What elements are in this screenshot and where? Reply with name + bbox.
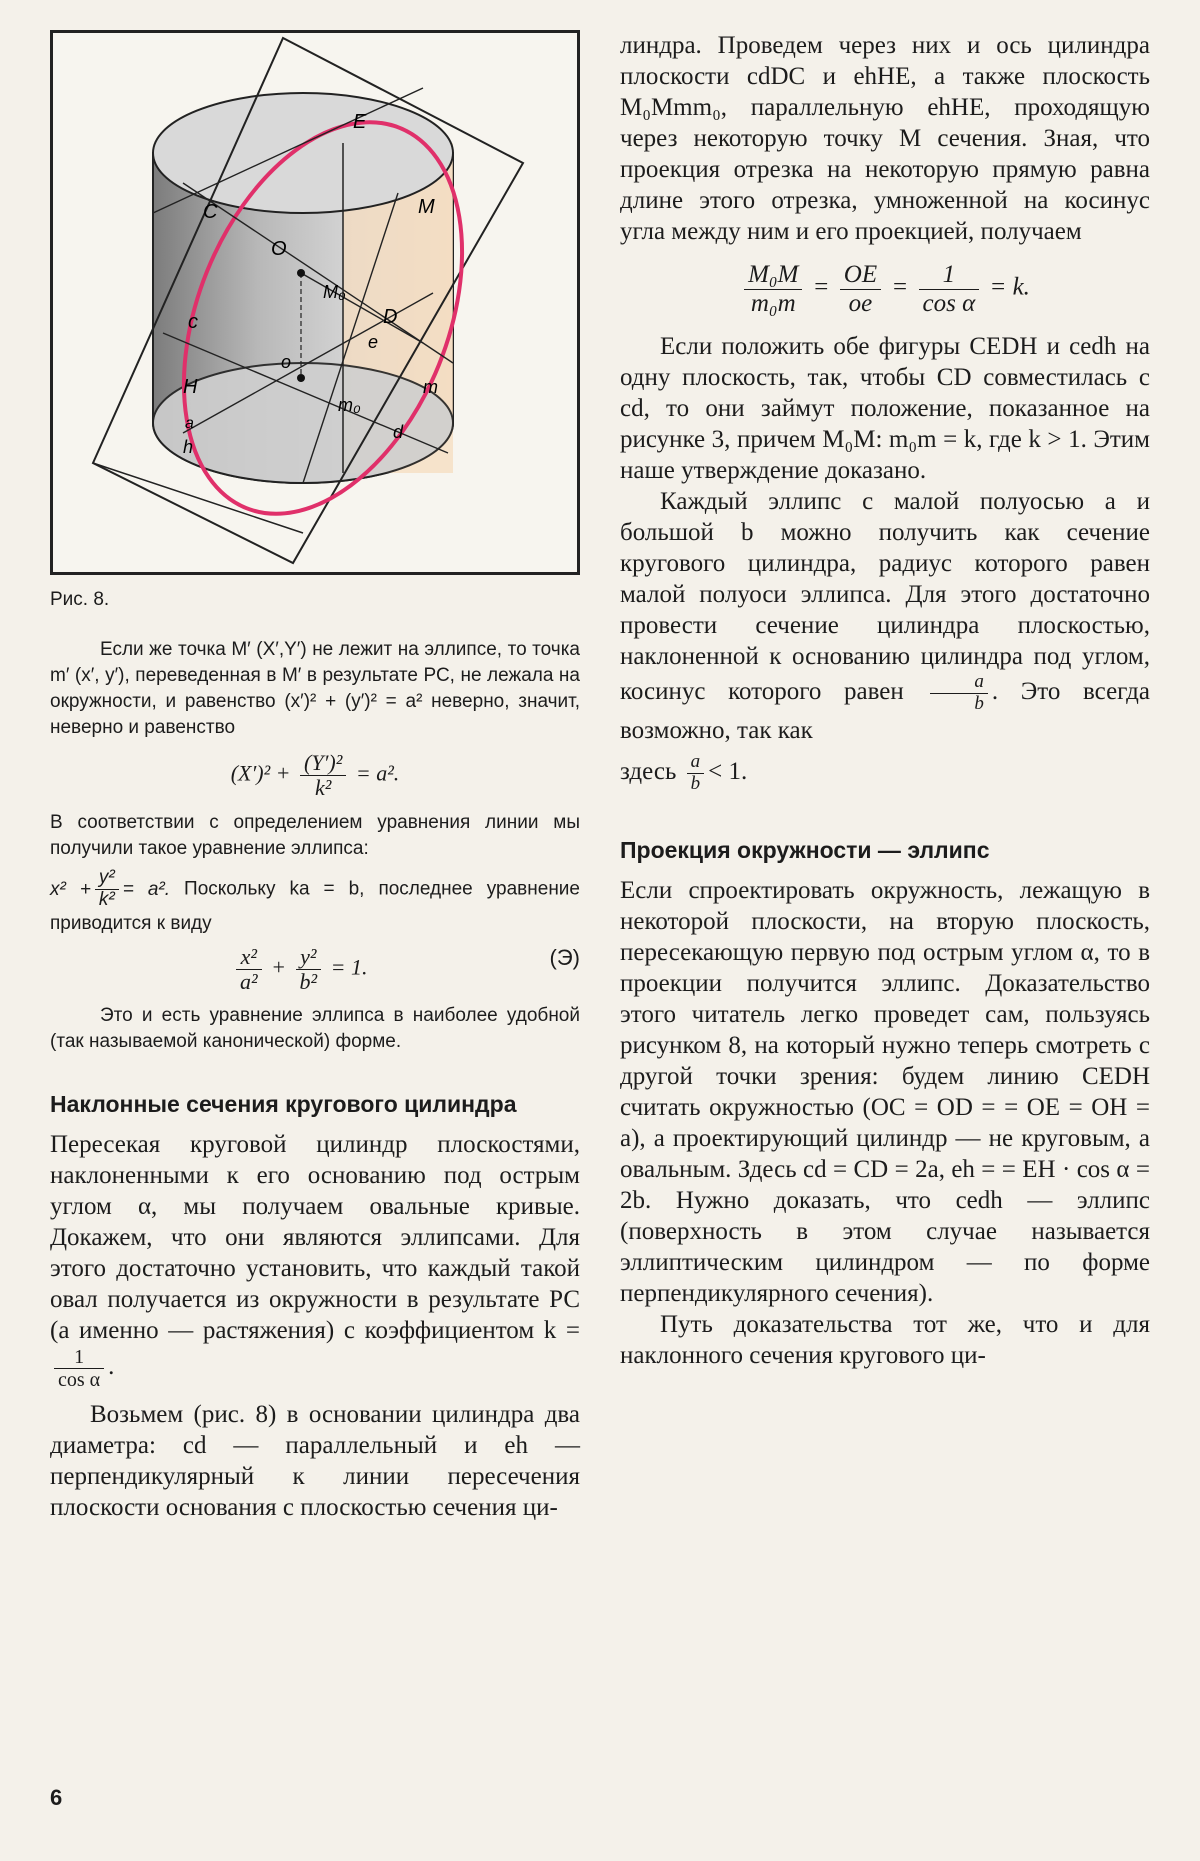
right-column xyxy=(620,30,1150,1371)
eq1-den: k² xyxy=(315,775,332,801)
equation-1 xyxy=(50,751,580,800)
eq2-fraction-2 xyxy=(296,945,322,994)
label-c-upper: C xyxy=(203,201,218,223)
eq1-fraction xyxy=(300,751,346,800)
p2-text-b: Поскольку ka = b, последнее уравнение приводится к виду xyxy=(50,878,580,935)
label-d-upper: D xyxy=(383,306,398,328)
label-e-lower: e xyxy=(368,332,379,352)
label-h-upper: H xyxy=(183,376,198,398)
right-heading: Проекция окружности — эллипс xyxy=(620,836,990,863)
eq2-label: (Э) xyxy=(549,945,580,971)
p4-text-a: Пересекая круговой цилиндр плоскостями, наклоненными к его основанию под острым углом α, мы получаем овальные кривые. Докажем, что они являются эллипсами. Для этого достаточно установить, что каждый такой овал получается из окружности в результате РС (а именно — растяжения) с коэффициентом k = xyxy=(50,1130,580,1344)
p4-num: 1 xyxy=(54,1346,104,1369)
eq2-num1: x² xyxy=(236,945,262,970)
p2-eq-a: x² + xyxy=(50,878,91,900)
label-e-upper: E xyxy=(353,111,367,133)
ratio-fraction-1 xyxy=(744,261,802,317)
p3-den2: b xyxy=(690,772,701,794)
eq2-num2: y² xyxy=(296,945,322,970)
ratio-num2: OE xyxy=(840,261,881,290)
p3-text-c: здесь xyxy=(620,757,677,785)
eq1-num: (Y′)² xyxy=(300,751,346,776)
ratio-den2: oe xyxy=(848,289,873,317)
eq1-left: (X′)² + xyxy=(230,760,291,786)
ratio-den3: cos α xyxy=(922,289,976,317)
left-paragraph-2b xyxy=(50,868,580,937)
p4-text-b: . xyxy=(108,1352,115,1380)
label-alpha: a xyxy=(185,415,194,432)
ratio-den1: m₀m xyxy=(750,289,796,317)
right-paragraph-4: Если спроектировать окружность, лежащую в некоторой плоскости, на вторую плоскость, пересекающую первую под острым углом α, то в проекции получится эллипс. Доказательство этого читатель легко проведет сам, пользуясь рисунком 8, на который нужно теперь смотреть с другой точки зрения: будем линию CEDH считать окружностью (OC = OD = = OE = OH = a), а проектирующий цилиндр — не круговым, а овальным. Здесь cd = CD = 2a, eh = = EH · cos α = 2b. Нужно доказать, что cedh — эллипс (поверхность в этом случае называется эллиптическим цилиндром — по форме перпендикулярного сечения). xyxy=(620,876,1150,1307)
left-big-text xyxy=(50,1129,580,1523)
left-small-text xyxy=(50,637,580,1055)
right-paragraph-5: Путь доказательства тот же, что и для наклонного сечения кругового ци- xyxy=(620,1310,1150,1369)
p3-fraction xyxy=(930,672,988,715)
equation-ratio: $\frac{\text{M₀M}}{\text{m₀m}}$ = $\frac{OE}{oe}$ = $\frac{1}{\text{cos α}}$ = k. xyxy=(620,261,1150,317)
page-number: 6 xyxy=(50,1785,63,1810)
left-heading: Наклонные сечения кругового цилиндра xyxy=(50,1090,517,1117)
right-paragraph-1: линдра. Проведем через них и ось цилиндра плоскости cdDC и ehHE, а также плоскость M₀Mmm₀, параллельную ehHE, проходящую через некоторую точку M сечения. Зная, что проекция отрезка на некоторую прямую равна длине этого отрезка, умноженной на косинус угла между ним и его проекцией, получаем xyxy=(620,32,1150,245)
eq2-right: = 1. xyxy=(330,954,368,980)
left-column xyxy=(50,30,580,1523)
right-paragraph-3 xyxy=(620,486,1150,746)
p3-fraction-2 xyxy=(687,752,705,795)
ratio-fraction-2 xyxy=(840,261,881,317)
eq2-den1: a² xyxy=(240,969,258,995)
p3-num2: a xyxy=(687,752,705,774)
left-paragraph-1: Если же точка M′ (X′,Y′) не лежит на эллипсе, то точка m′ (x′, y′), переведенная в M′ в результате РС, не лежала на окружности, и равенство (x′)² + (y′)² = a² неверно, значит, неверно и равенство xyxy=(50,639,580,738)
p4-den: cos α xyxy=(58,1368,101,1391)
p3-den: b xyxy=(974,692,984,714)
figure-8 xyxy=(50,30,580,575)
p3-num: a xyxy=(930,672,988,694)
ratio-num1: M₀M xyxy=(744,261,802,290)
left-paragraph-3: Это и есть уравнение эллипса в наиболее удобной (так называемой канонической) форме. xyxy=(50,1004,580,1052)
equation-2 xyxy=(50,945,580,994)
right-big-text-1 xyxy=(620,30,1150,795)
left-paragraph-5: Возьмем (рис. 8) в основании цилиндра два диаметра: cd — параллельный и eh — перпендикулярный к линии пересечения плоскости основания с плоскостью сечения ци- xyxy=(50,1400,580,1521)
label-m0-upper: M₀ xyxy=(323,282,346,302)
label-m0-lower: m₀ xyxy=(338,395,361,415)
ratio-end: = k. xyxy=(989,273,1030,301)
p2-eq-den: k² xyxy=(98,889,115,911)
right-paragraph-3c xyxy=(620,752,1150,795)
eq2-den2: b² xyxy=(299,969,318,995)
label-o-lower: o xyxy=(281,352,292,372)
label-h-lower: h xyxy=(183,437,194,457)
left-paragraph-4 xyxy=(50,1129,580,1391)
label-d-lower: d xyxy=(393,422,404,442)
right-big-text-2 xyxy=(620,875,1150,1371)
label-c-lower: c xyxy=(188,311,198,333)
p3-text-b: . Это всегда возможно, так как xyxy=(620,678,1150,744)
right-paragraph-2: Если положить обе фигуры CEDH и cedh на одну плоскость, так, чтобы CD совместилась с cd, то они займут положение, показанное на рисунке 3, причем M₀M: m₀m = k, где k > 1. Этим наше утверждение доказано. xyxy=(620,333,1150,484)
p2-eq-num: y² xyxy=(95,868,119,890)
p3-text-d: < 1. xyxy=(708,757,748,785)
ratio-fraction-3 xyxy=(919,261,980,317)
cylinder-diagram xyxy=(53,33,577,572)
eq2-fraction-1 xyxy=(236,945,262,994)
label-m-lower: m xyxy=(423,377,438,397)
label-o-upper: O xyxy=(271,238,287,260)
label-m-upper: M xyxy=(418,196,435,218)
eq2-plus: + xyxy=(271,954,287,980)
p2-eq-b: = a². xyxy=(122,878,171,900)
p3-text-a: Каждый эллипс с малой полуосью a и большой b можно получить как сечение кругового цилиндра, радиус которого равен малой полуоси эллипса. Для этого достаточно провести сечение цилиндра плоскостью, наклоненной к основанию цилиндра под углом, косинус которого равен xyxy=(620,488,1150,706)
p4-fraction xyxy=(54,1346,104,1391)
eq1-right: = a². xyxy=(355,760,400,786)
ratio-num3: 1 xyxy=(919,261,980,290)
left-paragraph-2a: В соответствии с определением уравнения линии мы получили такое уравнение эллипса: xyxy=(50,812,580,860)
p2-eq-fraction xyxy=(95,868,119,911)
figure-caption: Рис. 8. xyxy=(50,589,110,610)
